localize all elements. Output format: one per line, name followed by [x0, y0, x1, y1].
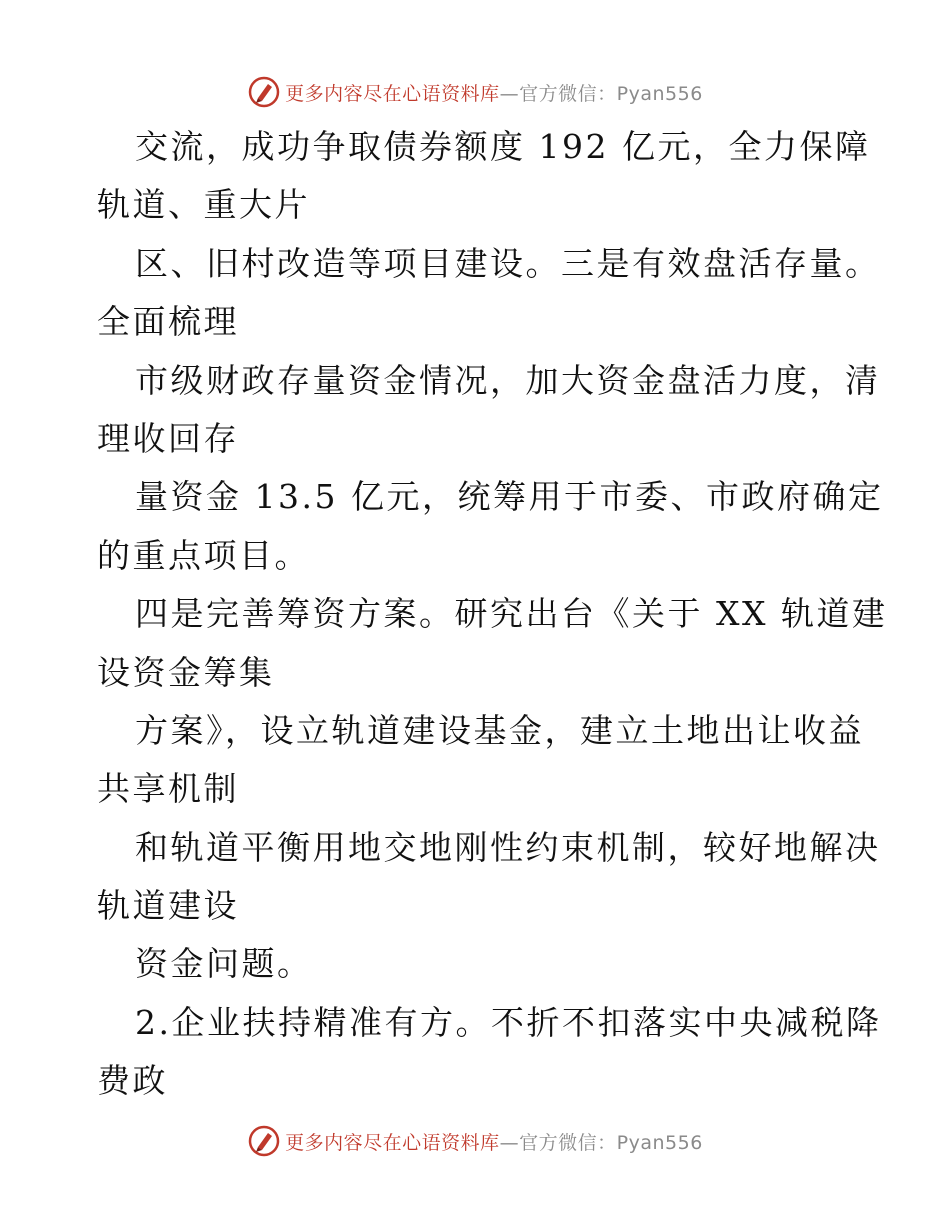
text-line: 量资金 13.5 亿元，统筹用于市委、市政府确定: [135, 477, 884, 517]
header-watermark: [0, 72, 950, 112]
text-line: 轨道建设: [97, 886, 239, 926]
text-line: 共享机制: [97, 769, 239, 809]
text-line: 市级财政存量资金情况，加大资金盘活力度，清: [135, 360, 881, 400]
text-line: 区、旧村改造等项目建设。三是有效盘活存量。: [135, 243, 881, 283]
text-line: 设资金筹集: [97, 652, 275, 692]
pen-logo-icon: [247, 1124, 281, 1158]
text-line: 全面梳理: [97, 302, 239, 342]
text-line: 交流，成功争取债券额度 192 亿元，全力保障: [135, 127, 871, 166]
text-line: 四是完善筹资方案。研究出台《关于 XX 轨道建: [135, 594, 888, 634]
watermark-text: 更多内容尽在心语资料库—官方微信：Pyan556: [285, 82, 703, 105]
document-body: [97, 118, 888, 1111]
pen-logo-icon: [247, 75, 281, 109]
footer-watermark: [0, 1121, 950, 1161]
text-line: 和轨道平衡用地交地刚性约束机制，较好地解决: [135, 827, 881, 867]
text-line: 费政: [97, 1061, 168, 1101]
watermark-text: 更多内容尽在心语资料库—官方微信：Pyan556: [285, 1131, 703, 1154]
text-line: 方案》，设立轨道建设基金，建立土地出让收益: [135, 710, 864, 750]
text-line: 资金问题。: [135, 944, 313, 984]
text-line: 轨道、重大片: [97, 185, 310, 225]
text-line: 理收回存: [97, 418, 239, 458]
text-line: 2.企业扶持精准有方。不折不扣落实中央减税降: [135, 1002, 882, 1042]
text-line: 的重点项目。: [97, 535, 310, 575]
